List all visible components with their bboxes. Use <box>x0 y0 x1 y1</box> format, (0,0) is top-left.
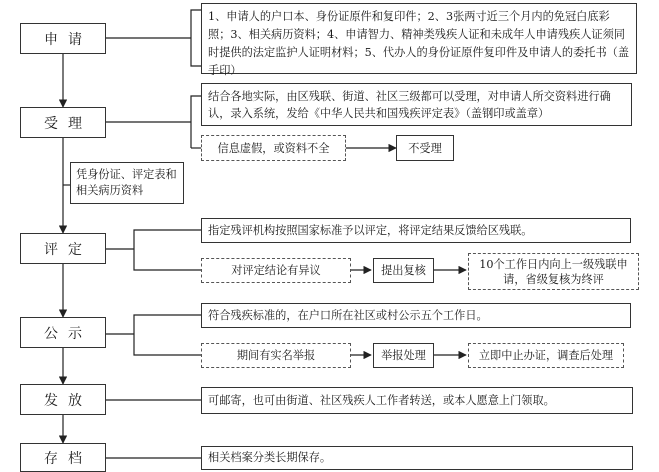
not-accepted-box: 不受理 <box>396 135 454 161</box>
stage-assess: 评定 <box>20 233 106 264</box>
stage-issue: 发放 <box>20 384 106 415</box>
bracket-publicize <box>134 315 201 355</box>
report-handle-box: 举报处理 <box>373 343 434 368</box>
assess-note-box: 指定残评机构按照国家标准予以评定，将评定结果反馈给区残联。 <box>201 218 631 243</box>
archive-note-box: 相关档案分类长期保存。 <box>201 446 633 470</box>
review-result-box: 10个工作日内向上一级残联申请，省级复核为终评 <box>468 253 639 290</box>
stage-publicize: 公示 <box>20 317 106 348</box>
stage-accept: 受理 <box>20 107 106 138</box>
issue-note-box: 可邮寄，也可由街道、社区残疾人工作者转送，或本人愿意上门领取。 <box>201 387 633 414</box>
review-box: 提出复核 <box>373 258 434 283</box>
bracket-apply <box>191 10 201 66</box>
stage-apply: 申请 <box>20 23 106 54</box>
assess-docs-box: 凭身份证、评定表和相关病历资料 <box>70 162 184 204</box>
bracket-assess <box>134 230 201 270</box>
report-box: 期间有实名举报 <box>201 343 351 368</box>
bracket-accept <box>191 96 201 148</box>
false-info-box: 信息虚假，或资料不全 <box>201 135 346 161</box>
apply-materials-box: 1、申请人的户口本、身份证原件和复印件；2、3张两寸近三个月内的免冠白底彩照；3、相关病历资料；4、申请智力、精神类残疾人证和未成年人申请残疾人证须同时提供的法定监护人证明材料；5、代办人的身份证原件复印件及申请人的委托书（盖手印） <box>201 3 637 74</box>
stage-archive: 存档 <box>20 443 106 472</box>
accept-note-box: 结合各地实际，由区残联、街道、社区三级都可以受理，对申请人所交资料进行确认，录入系统，发给《中华人民共和国残疾评定表》（盖钢印或盖章） <box>201 83 632 126</box>
objection-box: 对评定结论有异议 <box>201 258 351 283</box>
report-result-box: 立即中止办证，调查后处理 <box>468 343 624 368</box>
publicize-note-box: 符合残疾标准的，在户口所在社区或村公示五个工作日。 <box>201 303 631 328</box>
